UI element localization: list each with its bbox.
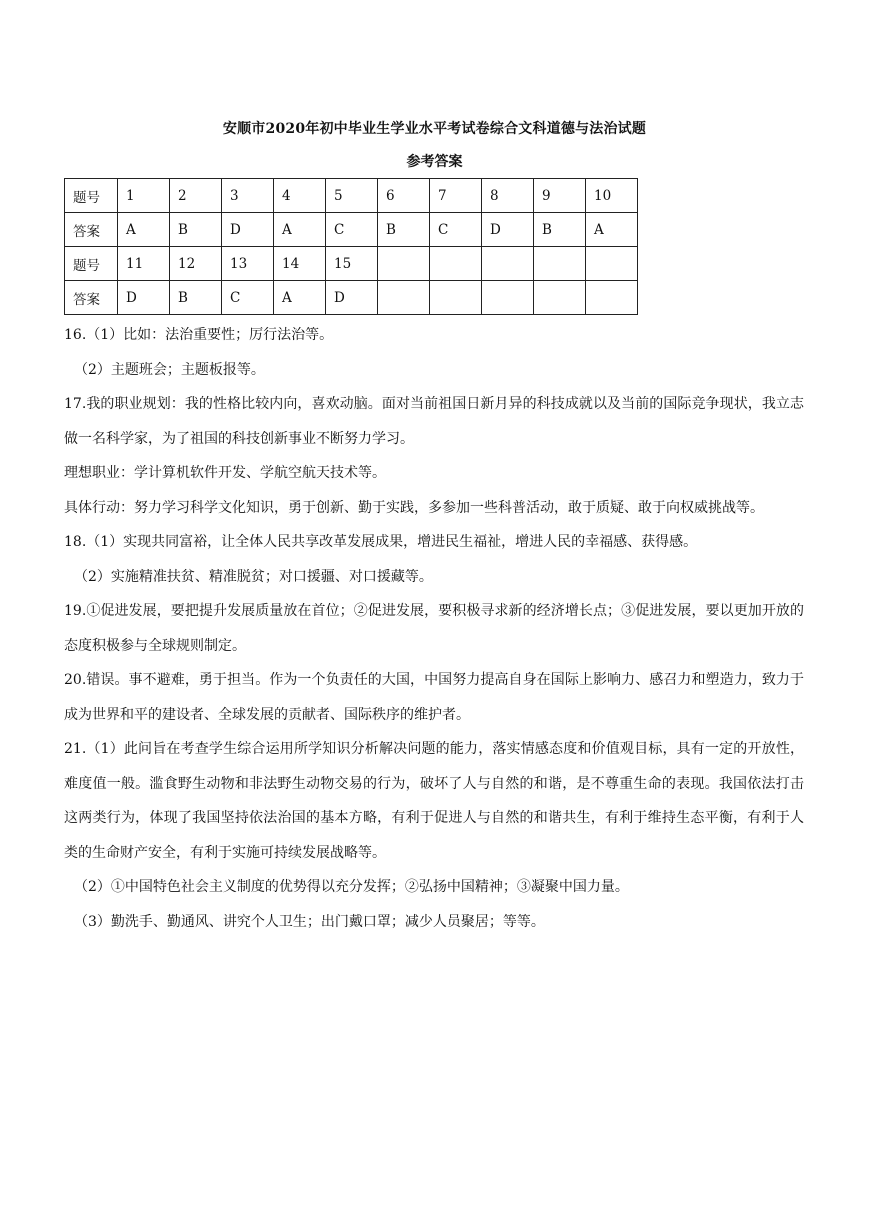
row-label: 答案 xyxy=(65,281,118,315)
table-cell: B xyxy=(534,213,586,247)
table-cell: 11 xyxy=(118,247,170,281)
table-cell: A xyxy=(586,213,638,247)
table-cell xyxy=(430,247,482,281)
table-row xyxy=(65,247,638,281)
table-cell xyxy=(534,247,586,281)
table-cell: 4 xyxy=(274,179,326,213)
answer-17-ideal-career: 理想职业：学计算机软件开发、学航空航天技术等。 xyxy=(64,465,386,481)
row-label: 答案 xyxy=(65,213,118,247)
table-cell: 12 xyxy=(170,247,222,281)
table-cell xyxy=(586,247,638,281)
answer-21-part-2: （2）①中国特色社会主义制度的优势得以充分发挥；②弘扬中国精神；③凝聚中国力量。 xyxy=(74,879,629,895)
table-cell xyxy=(378,281,430,315)
row-label: 题号 xyxy=(65,247,118,281)
table-cell xyxy=(534,281,586,315)
table-cell: C xyxy=(222,281,274,315)
table-cell xyxy=(482,281,534,315)
table-cell: 6 xyxy=(378,179,430,213)
answer-body xyxy=(64,318,804,939)
table-cell: 7 xyxy=(430,179,482,213)
table-cell: A xyxy=(118,213,170,247)
answer-21-part-3: （3）勤洗手、勤通风、讲究个人卫生；出门戴口罩；减少人员聚居；等等。 xyxy=(74,913,545,930)
table-row xyxy=(65,281,638,315)
table-cell xyxy=(482,247,534,281)
table-cell: 9 xyxy=(534,179,586,213)
table-cell: 1 xyxy=(118,179,170,213)
table-cell: D xyxy=(482,213,534,247)
answer-18-part-2: （2）实施精准扶贫、精准脱贫；对口援疆、对口援藏等。 xyxy=(74,568,433,585)
table-cell xyxy=(378,247,430,281)
answer-16-part-2: （2）主题班会；主题板报等。 xyxy=(74,361,265,378)
table-cell: B xyxy=(378,213,430,247)
table-cell: A xyxy=(274,213,326,247)
table-cell: 3 xyxy=(222,179,274,213)
document-title: 安顺市2020年初中毕业生学业水平考试卷综合文科道德与法治试题 xyxy=(222,121,647,137)
table-cell: 2 xyxy=(170,179,222,213)
answer-21-part-1: 21.（1）此问旨在考查学生综合运用所学知识分析解决问题的能力，落实情感态度和价值观目标，具有一定的开放性，难度值一般。滥食野生动物和非法野生动物交易的行为，破坏了人与自然的和谐，是不尊重生命的表现。我国依法打击这两类行为，体现了我国坚持依法治国的基本方略，有利于促进人与自然的和谐共生，有利于维持生态平衡，有利于人类的生命财产安全，有利于实施可持续发展战略等。 xyxy=(64,741,804,861)
answer-16-part-1: 16.（1）比如：法治重要性；厉行法治等。 xyxy=(64,327,334,343)
table-cell: A xyxy=(274,281,326,315)
answer-20: 20.错误。事不避难，勇于担当。作为一个负责任的大国，中国努力提高自身在国际上影响力、感召力和塑造力，致力于成为世界和平的建设者、全球发展的贡献者、国际秩序的维护者。 xyxy=(64,672,804,723)
table-cell: C xyxy=(326,213,378,247)
table-cell: C xyxy=(430,213,482,247)
row-label: 题号 xyxy=(65,179,118,213)
table-cell: 8 xyxy=(482,179,534,213)
answer-table xyxy=(64,178,638,315)
table-cell: 15 xyxy=(326,247,378,281)
table-cell: D xyxy=(118,281,170,315)
table-row xyxy=(65,213,638,247)
table-cell: D xyxy=(326,281,378,315)
answer-18-part-1: 18.（1）实现共同富裕，让全体人民共享改革发展成果，增进民生福祉，增进人民的幸福感、获得感。 xyxy=(64,534,698,550)
answer-19: 19.①促进发展，要把提升发展质量放在首位；②促进发展，要积极寻求新的经济增长点；③促进发展，要以更加开放的态度积极参与全球规则制定。 xyxy=(64,603,804,654)
answer-17-actions: 具体行动：努力学习科学文化知识，勇于创新、勤于实践，多参加一些科普活动，敢于质疑、敢于向权威挑战等。 xyxy=(64,499,764,516)
table-cell: 14 xyxy=(274,247,326,281)
table-cell: 13 xyxy=(222,247,274,281)
table-cell: B xyxy=(170,213,222,247)
table-cell: D xyxy=(222,213,274,247)
table-cell xyxy=(586,281,638,315)
table-cell: 10 xyxy=(586,179,638,213)
table-row xyxy=(65,179,638,213)
table-cell xyxy=(430,281,482,315)
answer-17-main: 17.我的职业规划：我的性格比较内向，喜欢动脑。面对当前祖国日新月异的科技成就以及当前的国际竞争现状，我立志做一名科学家，为了祖国的科技创新事业不断努力学习。 xyxy=(64,396,804,447)
table-cell: B xyxy=(170,281,222,315)
document-subtitle: 参考答案 xyxy=(406,154,463,170)
table-cell: 5 xyxy=(326,179,378,213)
